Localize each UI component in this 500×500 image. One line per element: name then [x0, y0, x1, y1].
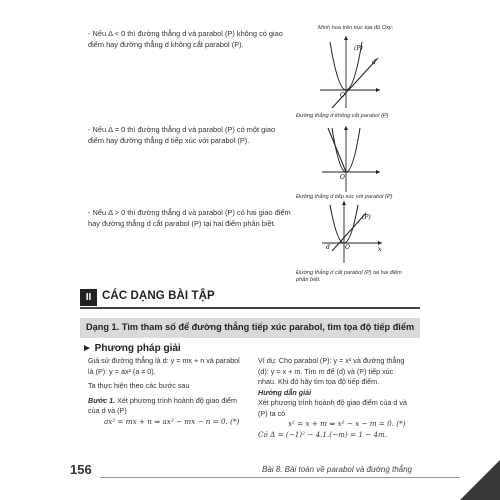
dang-title-box — [80, 318, 420, 338]
corner-decoration — [460, 460, 500, 500]
graph-two-intersections — [320, 199, 384, 265]
graph-caption-3-line2: phân biệt. — [296, 277, 321, 283]
footer-title: Bài 8. Bài toán về parabol và đường thẳng — [262, 465, 413, 474]
right-line-2: (d): y = x + m. Tìm m để (d) và (P) tiếp xúc — [258, 366, 394, 376]
bullet-2-line2: điểm hay đường thẳng d tiếp xúc với parabol (P). — [88, 136, 250, 145]
section-header — [80, 289, 420, 306]
right-line-1: Ví dụ: Cho parabol (P): y = x² và đường thẳng — [258, 356, 405, 365]
bullet-3 — [88, 207, 291, 229]
right-line-8: Có Δ = (−1)² − 4.1.(−m) = 1 − 4m. — [258, 429, 388, 439]
footer-divider — [100, 477, 460, 478]
label-d: d — [326, 244, 330, 251]
step-text: Xét phương trình hoành độ giao điểm — [115, 395, 237, 405]
right-line-3: nhau. Khi đó hãy tìm tọa độ tiếp điểm. — [258, 377, 380, 386]
section-title: CÁC DẠNG BÀI TẬP — [102, 290, 215, 302]
section-badge: II — [80, 289, 97, 306]
right-line-5: Xét phương trình hoành độ giao điểm của d và — [258, 398, 407, 407]
bullet-3-line2: hay đường thẳng d cắt parabol (P) tại hai điểm phân biệt. — [88, 219, 276, 228]
graph-tangent — [320, 124, 382, 194]
graph-caption-3-line1: Đường thẳng d cắt parabol (P) tại hai điểm — [296, 270, 402, 276]
bullet-1 — [88, 28, 283, 50]
label-P: (P) — [362, 214, 371, 221]
label-P: (P) — [354, 45, 363, 52]
graph-caption-2: Đường thẳng d tiếp xúc với parabol (P) — [296, 194, 393, 200]
left-column — [88, 356, 248, 427]
left-line-1: Giả sử đường thẳng là d: y = mx + n và parabol — [88, 356, 240, 365]
label-x: x — [378, 246, 382, 253]
bullet-3-line1: - Nếu Δ > 0 thì đường thẳng d và parabol (P) có hai giao điểm — [88, 208, 291, 217]
right-line-7: x² = x + m ⇔ x² − x − m = 0. (*) — [288, 419, 406, 428]
right-column — [258, 356, 420, 440]
left-line-6: ax² = mx + n ⇔ ax² − mx − n = 0. (*) — [104, 416, 240, 426]
label-d: d — [372, 59, 376, 66]
bullet-2-line1: - Nếu Δ = 0 thì đường thẳng d và parabol (P) có một giao — [88, 125, 276, 134]
section-divider — [80, 307, 420, 309]
left-line-3: Ta thực hiện theo các bước sau — [88, 381, 190, 390]
method-title: ► Phương pháp giải — [82, 343, 181, 354]
page-number: 156 — [70, 462, 92, 477]
left-line-2: là (P): y = ax² (a ≠ 0). — [88, 366, 156, 376]
bullet-2 — [88, 124, 275, 146]
left-line-4 — [88, 396, 248, 407]
right-line-6: (P) ta có — [258, 408, 286, 418]
bullet-1-line2: điểm hay đường thẳng d không cắt parabol (P). — [88, 40, 244, 49]
label-O: O — [340, 174, 345, 181]
left-line-5: của d và (P) — [88, 406, 127, 415]
graph-no-intersection — [316, 34, 382, 110]
label-O: O — [340, 92, 345, 99]
graph-caption-top: Minh họa trên trục tọa độ Oxy: — [318, 25, 394, 31]
label-O: O — [345, 244, 350, 251]
step-label: Bước 1. — [88, 395, 116, 405]
dang-title: Dạng 1. Tìm tham số để đường thẳng tiếp xúc parabol, tìm tọa độ tiếp điểm — [86, 322, 415, 332]
right-line-4: Hướng dẫn giải — [258, 387, 312, 397]
bullet-1-line1: - Nếu Δ < 0 thì đường thẳng d và parabol (P) không có giao — [88, 29, 283, 38]
graph-caption-3 — [296, 270, 402, 284]
graph-caption-1: Đường thẳng d không cắt parabol (P) — [296, 113, 389, 119]
